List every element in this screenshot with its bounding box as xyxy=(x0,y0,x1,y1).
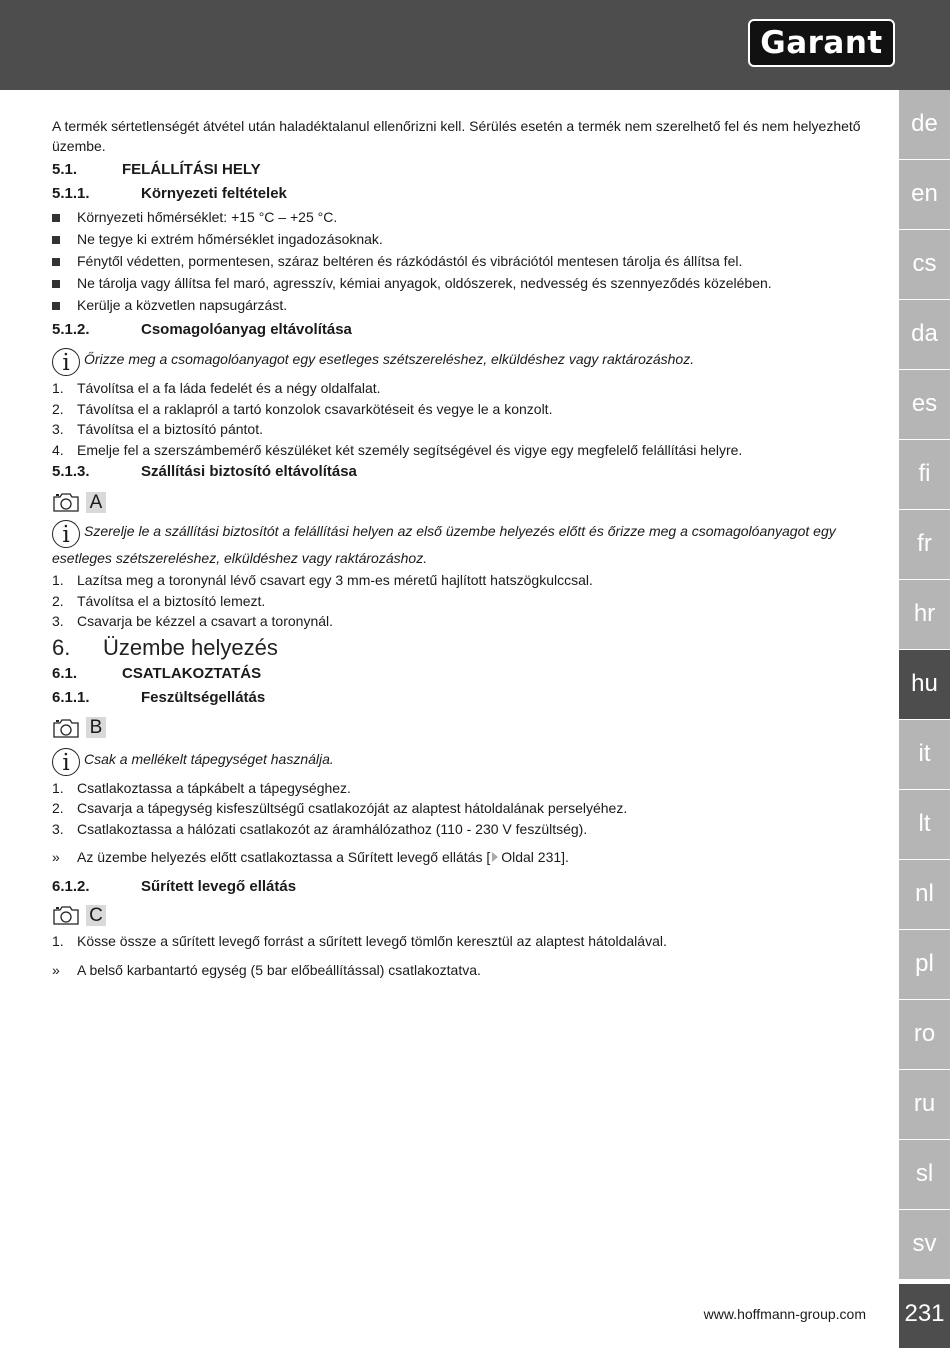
subsection-heading: 5.1.3. Szállítási biztosító eltávolítása xyxy=(52,463,357,480)
subsection-heading: 5.1.1. Környezeti feltételek xyxy=(52,185,287,202)
tab-sv[interactable]: sv xyxy=(899,1210,950,1280)
info-note: i Őrizze meg a csomagolóanyagot egy esetleges szétszereléshez, elküldéshez vagy raktározáshoz. xyxy=(52,348,870,376)
language-tabs xyxy=(899,90,950,1280)
figure-reference xyxy=(52,716,870,740)
link-arrow-icon xyxy=(492,852,498,862)
tab-en[interactable]: en xyxy=(899,160,950,230)
step-item: 3. Távolítsa el a biztosító pántot. xyxy=(52,421,263,437)
step-item: 1. Lazítsa meg a toronynál lévő csavart egy 3 mm-es méretű hajlított hatszögkulccsal. xyxy=(52,572,593,588)
tab-ru[interactable]: ru xyxy=(899,1070,950,1140)
step-item: 1. Kösse össze a sűrített levegő forrást a sűrített levegő tömlőn keresztül az alaptest hátoldalával. xyxy=(52,933,667,949)
info-icon: i xyxy=(52,520,80,548)
step-item: 3. Csatlakoztassa a hálózati csatlakozót az áramhálózathoz (110 - 230 V feszültség). xyxy=(52,820,588,837)
step-item: 4. Emelje fel a szerszámbemérő készüléket két személy segítségével és vigye egy megfelelő felállítási helyre. xyxy=(52,441,743,458)
tab-it[interactable]: it xyxy=(899,720,950,790)
list-item: Környezeti hőmérséklet: +15 °C – +25 °C. xyxy=(52,206,870,228)
list-item: Fénytől védetten, pormentesen, száraz beltéren és rázkódástól és vibrációtól mentesen tárolja és állítsa fel. xyxy=(52,250,870,272)
environment-list xyxy=(52,206,870,316)
camera-icon xyxy=(52,717,80,739)
step-item: 3. Csavarja be kézzel a csavart a toronynál. xyxy=(52,613,334,629)
page-number: 231 xyxy=(899,1284,950,1348)
subsection-heading: 6.1.2. Sűrített levegő ellátás xyxy=(52,878,297,895)
step-list xyxy=(52,931,870,952)
step-list xyxy=(52,378,870,460)
info-icon: i xyxy=(52,748,80,776)
tab-es[interactable]: es xyxy=(899,370,950,440)
step-item: 1. Csatlakoztassa a tápkábelt a tápegységhez. xyxy=(52,779,351,796)
figure-letter: B xyxy=(86,717,106,738)
step-list xyxy=(52,570,870,632)
info-note: i Csak a mellékelt tápegységet használja. xyxy=(52,748,870,776)
section-heading: 6.1. CSATLAKOZTATÁS xyxy=(52,664,262,682)
page-link[interactable]: Oldal 231 xyxy=(501,849,562,865)
camera-icon xyxy=(52,491,80,513)
tab-sl[interactable]: sl xyxy=(899,1140,950,1210)
tab-cs[interactable]: cs xyxy=(899,230,950,300)
main-content xyxy=(52,116,870,980)
figure-reference xyxy=(52,490,870,514)
info-note: i Szerelje le a szállítási biztosítót a felállítási helyen az első üzembe helyezés előtt és őrizze meg a csomagolóanyagot egy esetleges szétszereléshez, elküldéshez vagy raktározáshoz. xyxy=(52,522,836,566)
tab-fr[interactable]: fr xyxy=(899,510,950,580)
step-item: 1. Távolítsa el a fa láda fedelét és a négy oldalfalat. xyxy=(52,380,381,396)
subsection-heading: 6.1.1. Feszültségellátás xyxy=(52,688,266,706)
garant-logo: Garant xyxy=(748,19,895,67)
camera-icon xyxy=(52,904,80,926)
tab-lt[interactable]: lt xyxy=(899,790,950,860)
chapter-heading: 6. Üzembe helyezés xyxy=(52,634,278,660)
tab-fi[interactable]: fi xyxy=(899,440,950,510)
result-line: » A belső karbantartó egység (5 bar előbeállítással) csatlakoztatva. xyxy=(52,961,481,978)
result-line: » Az üzembe helyezés előtt csatlakoztassa a Sűrített levegő ellátás [ Oldal 231]. xyxy=(52,849,569,865)
step-list xyxy=(52,778,870,840)
list-item: Ne tárolja vagy állítsa fel maró, agresszív, kémiai anyagok, oldószerek, nedvesség és szennyeződés közelében. xyxy=(52,272,870,294)
tab-da[interactable]: da xyxy=(899,300,950,370)
figure-letter: C xyxy=(86,905,106,926)
step-item: 2. Távolítsa el a biztosító lemezt. xyxy=(52,592,266,609)
step-item: 2. Távolítsa el a raklapról a tartó konzolok csavarkötéseit és vegye le a konzolt. xyxy=(52,400,553,417)
figure-letter: A xyxy=(86,492,106,513)
list-item: Kerülje a közvetlen napsugárzást. xyxy=(52,294,870,316)
section-heading: 5.1. FELÁLLÍTÁSI HELY xyxy=(52,161,261,178)
tab-ro[interactable]: ro xyxy=(899,1000,950,1070)
footer-url[interactable]: www.hoffmann-group.com xyxy=(703,1306,866,1322)
tab-nl[interactable]: nl xyxy=(899,860,950,930)
tab-hr[interactable]: hr xyxy=(899,580,950,650)
figure-reference xyxy=(52,903,870,927)
tab-pl[interactable]: pl xyxy=(899,930,950,1000)
subsection-heading: 5.1.2. Csomagolóanyag eltávolítása xyxy=(52,321,352,338)
intro-paragraph: A termék sértetlenségét átvétel után haladéktalanul ellenőrizni kell. Sérülés esetén a termék nem szerelhető fel és nem helyezhető üzembe. xyxy=(52,118,861,154)
list-item: Ne tegye ki extrém hőmérséklet ingadozásoknak. xyxy=(52,228,870,250)
page-header xyxy=(0,0,950,90)
tab-hu[interactable]: hu xyxy=(899,650,950,720)
step-item: 2. Csavarja a tápegység kisfeszültségű csatlakozóját az alaptest hátoldalának perselyéhez. xyxy=(52,800,628,816)
info-icon: i xyxy=(52,348,80,376)
tab-de[interactable]: de xyxy=(899,90,950,160)
